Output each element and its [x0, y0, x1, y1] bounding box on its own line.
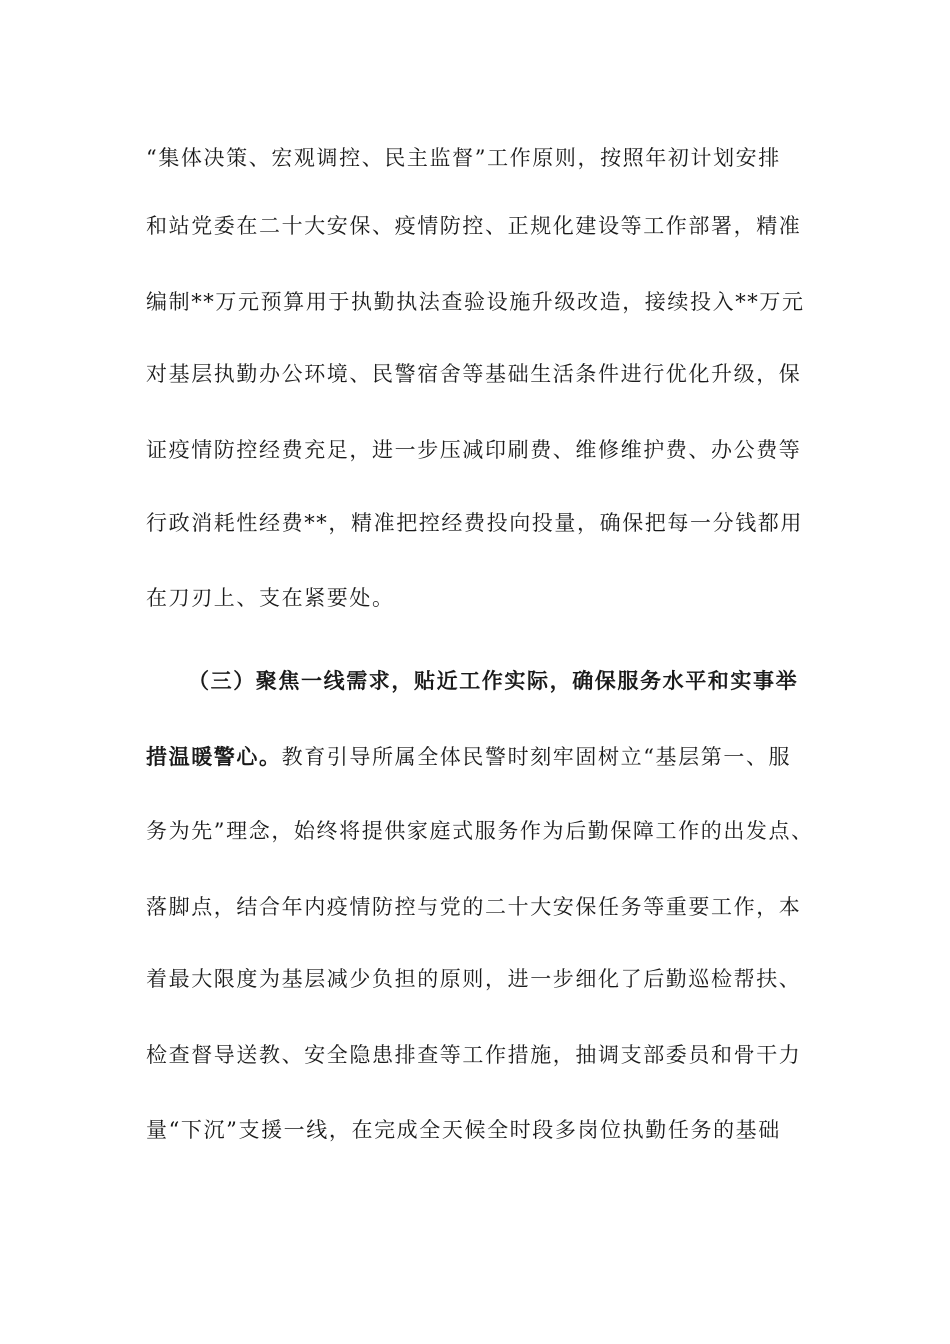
section-heading-continuation: [146, 742, 806, 772]
paragraph-line: 编制**万元预算用于执勤执法查验设施升级改造，接续投入**万元: [146, 290, 805, 314]
paragraph-line: 证疫情防控经费充足，进一步压减印刷费、维修维护费、办公费等: [146, 438, 802, 462]
section-heading-line: （三）聚焦一线需求，贴近工作实际，确保服务水平和实事举: [188, 668, 799, 693]
paragraph-line: 着最大限度为基层减少负担的原则，进一步细化了后勤巡检帮扶、: [146, 967, 802, 991]
paragraph-line: 量“下沉”支援一线，在完成全天候全时段多岗位执勤任务的基础: [146, 1118, 781, 1142]
paragraph-line: 检查督导送教、安全隐患排查等工作措施，抽调支部委员和骨干力: [146, 1043, 802, 1067]
paragraph-text: 教育引导所属全体民警时刻牢固树立“基层第一、服: [281, 745, 792, 769]
paragraph-line: 在刀刃上、支在紧要处。: [146, 586, 395, 610]
paragraph-line: 和站党委在二十大安保、疫情防控、正规化建设等工作部署，精准: [146, 214, 802, 238]
paragraph-line: 对基层执勤办公环境、民警宿舍等基础生活条件进行优化升级，保: [146, 362, 802, 386]
paragraph-line: 落脚点，结合年内疫情防控与党的二十大安保任务等重要工作，本: [146, 895, 802, 919]
paragraph-line: 务为先”理念，始终将提供家庭式服务作为后勤保障工作的出发点、: [146, 819, 814, 843]
paragraph-line: 行政消耗性经费**，精准把控经费投向投量，确保把每一分钱都用: [146, 511, 803, 535]
paragraph-line: “集体决策、宏观调控、民主监督”工作原则，按照年初计划安排: [146, 146, 781, 170]
section-heading-tail: 措温暖警心。: [146, 744, 282, 769]
